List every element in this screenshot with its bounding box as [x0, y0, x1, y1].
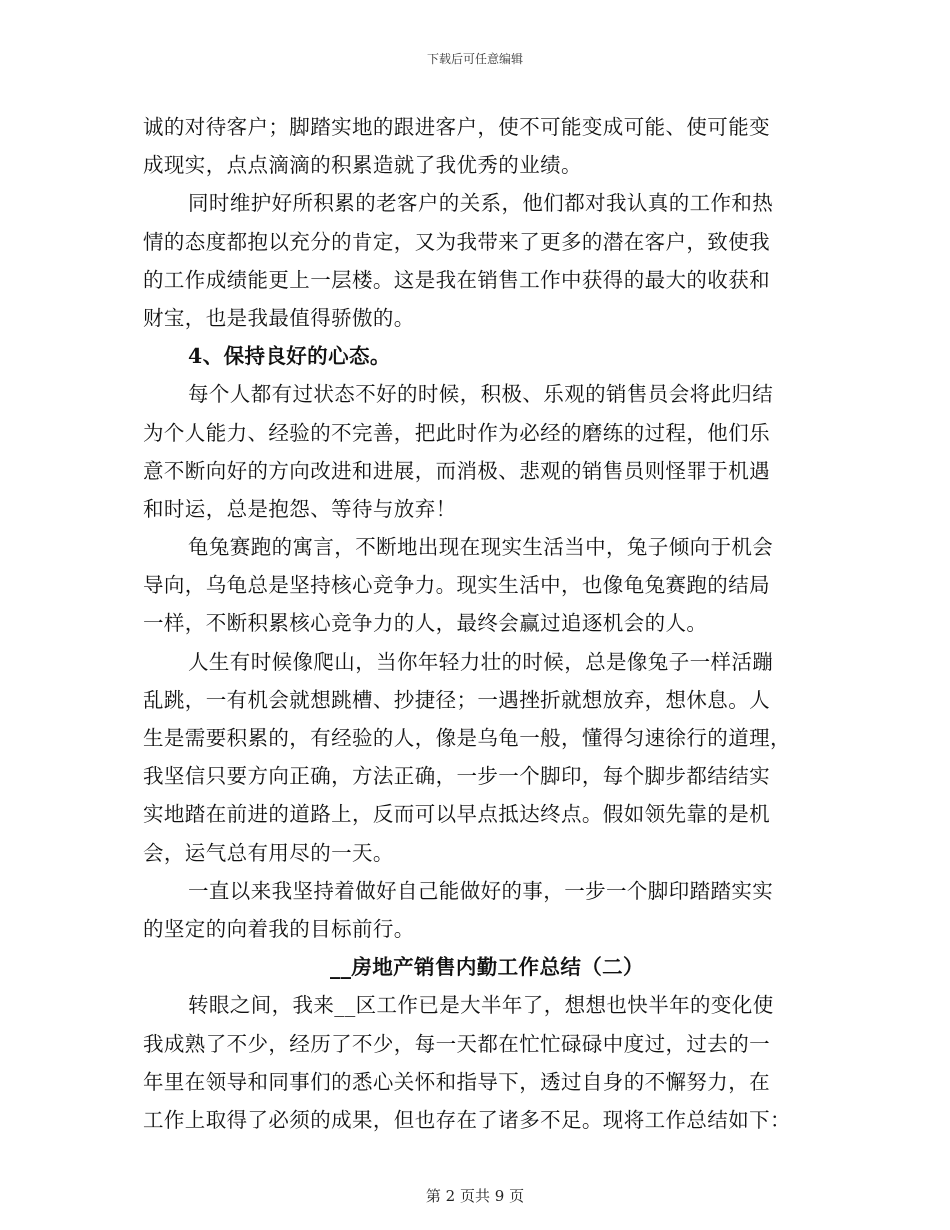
- body-line: 乱跳，一有机会就想跳槽、抄捷径；一遇挫折就想放弃，想休息。人: [143, 687, 770, 712]
- section-heading: 4、保持良好的心态。: [188, 344, 391, 369]
- body-line: 导向，乌龟总是坚持核心竞争力。现实生活中，也像龟兔赛跑的结局: [143, 573, 770, 598]
- body-line: 生是需要积累的，有经验的人，像是乌龟一般，懂得匀速徐行的道理，: [143, 726, 791, 750]
- body-line: 我成熟了不少，经历了不少，每一天都在忙忙碌碌中度过，过去的一: [143, 1031, 770, 1056]
- body-line: 一样，不断积累核心竞争力的人，最终会赢过追逐机会的人。: [143, 611, 708, 636]
- body-line: 财宝，也是我最值得骄傲的。: [143, 305, 415, 330]
- page-number: 第 2 页共 9 页: [425, 1187, 525, 1205]
- document-body: [143, 108, 811, 1139]
- body-line: 为个人能力、经验的不完善，把此时作为必经的磨练的过程，他们乐: [143, 420, 770, 445]
- paragraph-start-line: 龟兔赛跑的寓言，不断地出现在现实生活当中，兔子倾向于机会: [188, 535, 774, 560]
- body-line: 年里在领导和同事们的悉心关怀和指导下，透过自身的不懈努力，在: [143, 1069, 770, 1094]
- section-title: __房地产销售内勤工作总结（二）: [330, 955, 644, 980]
- body-line: 情的态度都抱以充分的肯定，又为我带来了更多的潜在客户，致使我: [143, 229, 770, 254]
- paragraph-start-line: 每个人都有过状态不好的时候，积极、乐观的销售员会将此归结: [188, 382, 774, 407]
- body-line: 实地踏在前进的道路上，反而可以早点抵达终点。假如领先靠的是机: [143, 802, 770, 827]
- body-line: 的坚定的向着我的目标前行。: [143, 916, 415, 941]
- body-line: 成现实，点点滴滴的积累造就了我优秀的业绩。: [143, 153, 582, 178]
- body-line: 意不断向好的方向改进和进展，而消极、悲观的销售员则怪罪于机遇: [143, 458, 770, 483]
- paragraph-start-line: 同时维护好所积累的老客户的关系，他们都对我认真的工作和热: [188, 191, 774, 216]
- body-line: 会，运气总有用尽的一天。: [143, 840, 394, 865]
- paragraph-start-line: 一直以来我坚持着做好自己能做好的事，一步一个脚印踏踏实实: [188, 878, 774, 903]
- body-line: 的工作成绩能更上一层楼。这是我在销售工作中获得的最大的收获和: [143, 267, 770, 292]
- body-line: 工作上取得了必须的成果，但也存在了诸多不足。现将工作总结如下：: [143, 1107, 791, 1132]
- body-line: 和时运，总是抱怨、等待与放弃！: [143, 496, 457, 521]
- paragraph-start-line: 人生有时候像爬山，当你年轻力壮的时候，总是像兔子一样活蹦: [188, 649, 774, 674]
- paragraph-start-line: 转眼之间，我来__区工作已是大半年了，想想也快半年的变化使: [188, 993, 774, 1018]
- body-line: 诚的对待客户；脚踏实地的跟进客户，使不可能变成可能、使可能变: [143, 115, 770, 139]
- body-line: 我坚信只要方向正确，方法正确，一步一个脚印，每个脚步都结结实: [143, 764, 770, 789]
- page-header: 下载后可任意编辑: [426, 52, 523, 66]
